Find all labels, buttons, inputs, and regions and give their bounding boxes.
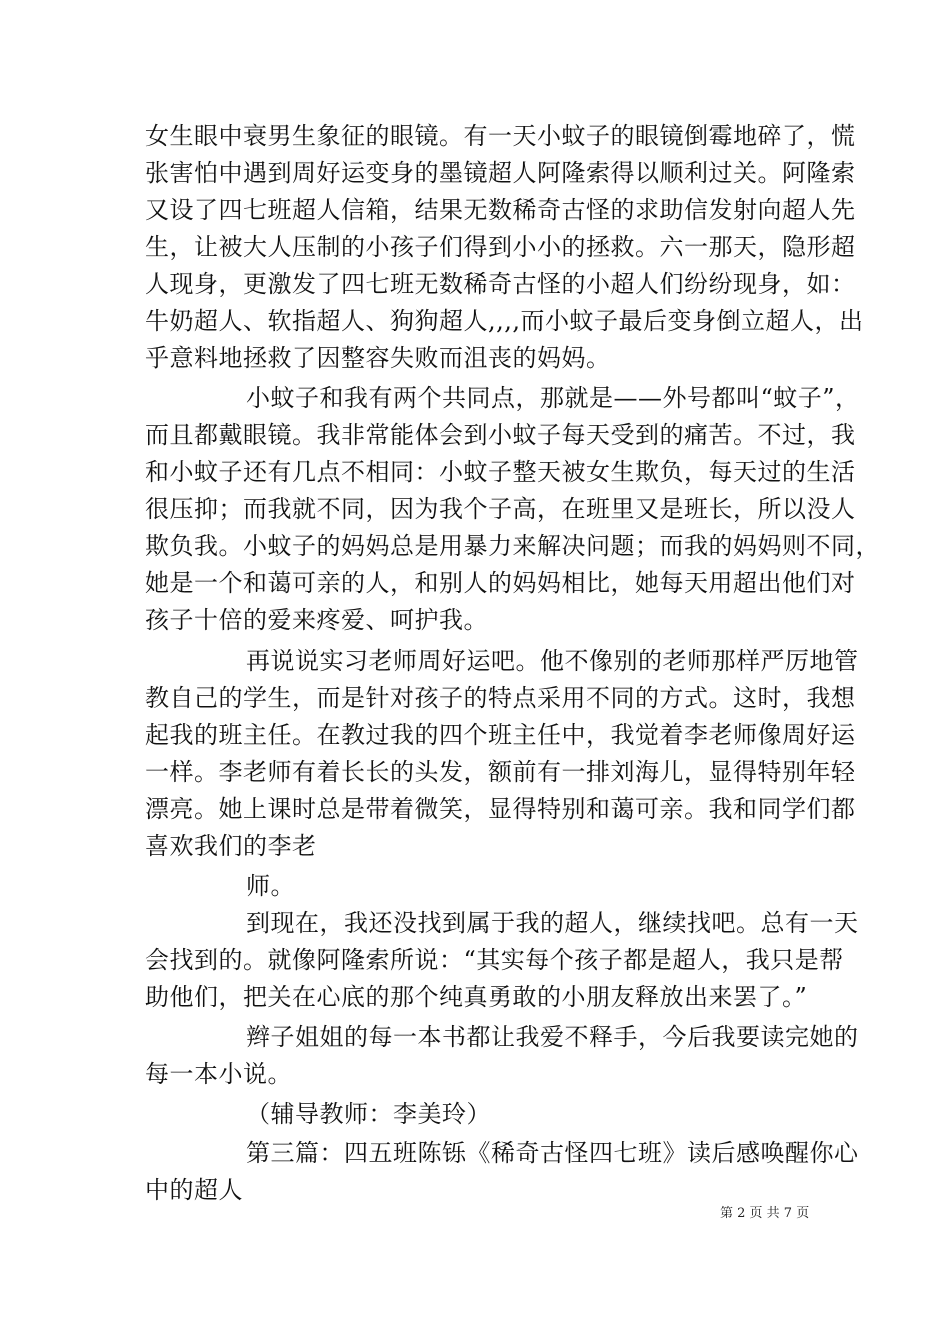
text-line: 会找到的。就像阿隆索所说：“其实每个孩子都是超人，我只是帮 [145,946,844,974]
teacher-credit: （辅导教师：李美玲） [246,1100,491,1128]
text-line: 教自己的学生，而是针对孩子的特点采用不同的方式。这时，我想 [145,684,856,712]
text-line: 又设了四七班超人信箱，结果无数稀奇古怪的求助信发射向超人先 [145,196,856,224]
text-line: 女生眼中衰男生象征的眼镜。有一天小蚊子的眼镜倒霉地碎了，慌 [145,122,856,150]
text-line: 乎意料地拯救了因整容失败而沮丧的妈妈。 [145,344,611,372]
text-line: 而且都戴眼镜。我非常能体会到小蚊子每天受到的痛苦。不过，我 [145,421,856,449]
text-line: 生，让被大人压制的小孩子们得到小小的拯救。六一那天，隐形超 [145,233,856,261]
section-heading-continued: 中的超人 [145,1176,243,1204]
text-line: 她是一个和蔼可亲的人，和别人的妈妈相比，她每天用超出他们对 [145,569,856,597]
text-line: 喜欢我们的李老 [145,832,317,860]
page-number-footer: 第 2 页 共 7 页 [720,1206,810,1221]
text-line: 一样。李老师有着长长的头发，额前有一排刘海儿，显得特别年轻 [145,758,856,786]
text-line: 牛奶超人、软指超人、狗狗超人,,,,而小蚊子最后变身倒立超人，出 [145,307,864,335]
text-line: 张害怕中遇到周好运变身的墨镜超人阿隆索得以顺利过关。阿隆索 [145,159,856,187]
text-line: 孩子十倍的爱来疼爱、呵护我。 [145,606,488,634]
paragraph-start-line: 到现在，我还没找到属于我的超人，继续找吧。总有一天 [246,909,859,937]
paragraph-start-line: 辫子姐姐的每一本书都让我爱不释手，今后我要读完她的 [246,1023,859,1051]
text-line: 漂亮。她上课时总是带着微笑，显得特别和蔼可亲。我和同学们都 [145,795,856,823]
text-line: 助他们，把关在心底的那个纯真勇敢的小朋友释放出来罢了。” [145,983,808,1011]
text-line: 师。 [246,872,295,900]
text-line: 每一本小说。 [145,1060,292,1088]
text-line: 很压抑；而我就不同，因为我个子高，在班里又是班长，所以没人 [145,495,856,523]
paragraph-start-line: 小蚊子和我有两个共同点，那就是——外号都叫“蚊子”， [246,384,860,412]
text-line: 和小蚊子还有几点不相同：小蚊子整天被女生欺负，每天过的生活 [145,458,856,486]
section-heading: 第三篇：四五班陈铄《稀奇古怪四七班》读后感唤醒你心 [246,1139,859,1167]
text-line: 人现身，更激发了四七班无数稀奇古怪的小超人们纷纷现身，如： [145,270,856,298]
text-line: 欺负我。小蚊子的妈妈总是用暴力来解决问题；而我的妈妈则不同， [145,532,880,560]
paragraph-start-line: 再说说实习老师周好运吧。他不像别的老师那样严厉地管 [246,647,859,675]
text-line: 起我的班主任。在教过我的四个班主任中，我觉着李老师像周好运 [145,721,856,749]
